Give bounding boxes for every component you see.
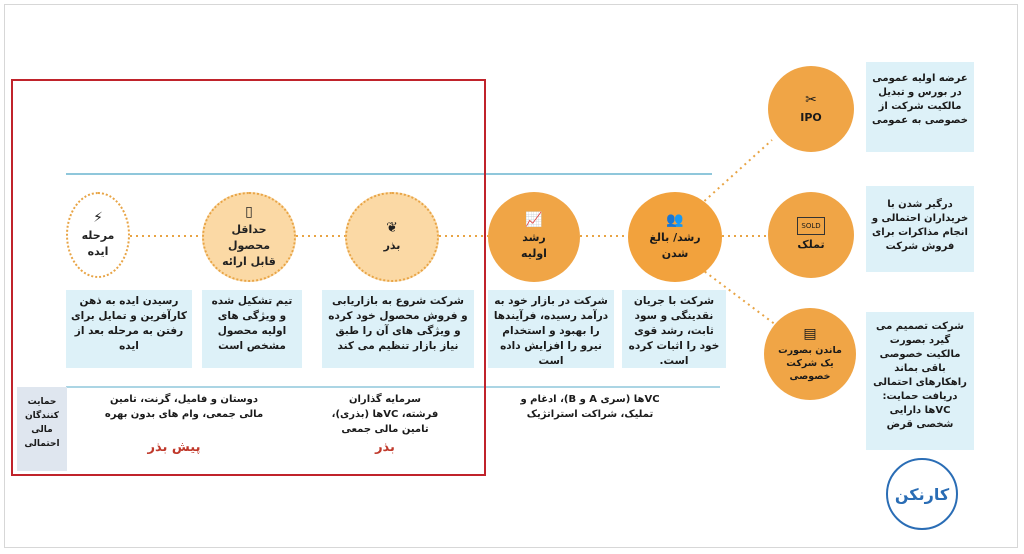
exit-ipo-circle [768,66,854,152]
exit-label: IPO [800,111,822,124]
stage-label: مرحله ایده [81,229,115,258]
seed-label: بذر [375,440,395,455]
stage-label: حداقل محصول قابل ارائه [222,223,276,268]
tablet-icon: ▯ [245,204,253,220]
sprout-icon: ❦ [386,220,398,236]
chart-icon: 📈 [525,212,543,228]
stage-mature-description: شرکت با جریان نقدینگی و سود ثابت، رشد قوی خود را اثبات کرده است. [622,290,726,368]
exit-ipo-description: عرضه اولیه عمومی در بورس و تبدیل مالکیت شرکت از خصوصی به عمومی [866,62,974,152]
exit-label: ماندن بصورت یک شرکت خصوصی [778,344,842,382]
growth-funding-sources: VCها (سری A و B)، ادغام و تملیک، شراکت استراتژیک [520,394,660,420]
stage-mvp-description: تیم تشکیل شده و ویژگی های اولیه محصول مشخص است [202,290,302,368]
exit-acquisition-circle [768,192,854,278]
potential-funders-label: حمایت کنندگان مالی احتمالی [17,387,67,471]
people-icon: 👥 [666,212,684,228]
stage-mature-circle [628,192,722,282]
stage-label: بذر [383,239,401,252]
preseed-label: پیش بذر [147,440,201,455]
building-icon: ▤ [803,325,817,342]
stage-label: رشد/ بالغ شدن [649,231,701,260]
sold-sign-icon: SOLD [797,217,824,235]
karnakon-logo: کارنکن [886,458,958,530]
exit-private-circle [764,308,856,400]
preseed-seed-highlight-frame [11,79,486,476]
stage-label: رشد اولیه [521,231,547,260]
stage-early-growth-description: شرکت در بازار خود به درآمد رسیده، فرآیندها را بهبود و استخدام نیرو را افزایش داده است [488,290,614,368]
stage-idea-description: رسیدن ایده به ذهن کارآفرین و تمایل برای رفتن به مرحله بعد از ایده [66,290,192,368]
ipo-icon: ✂ [805,92,817,108]
dotted-connector-ipo [700,140,772,205]
exit-label: تملک [797,238,825,251]
stage-early-growth-circle [488,192,580,282]
exit-acquisition-description: درگیر شدن با خریداران احتمالی و انجام مذاکرات برای فروش شرکت [866,186,974,272]
stage-seed-description: شرکت شروع به بازاریابی و فروش محصول خود کرده و ویژگی های آن را طبق نیاز بازار تنظیم می کند [322,290,474,368]
exit-private-description: شرکت تصمیم می گیرد بصورت مالکیت خصوصی باقی بماند راهکارهای احتمالی دریافت حمایت: VCها دارایی شخصی قرض [866,312,974,450]
lightning-icon: ⚡ [93,210,103,226]
seed-funding-sources: سرمایه گذاران فرشته، VCها (بذری)، تامین مالی جمعی [331,394,439,435]
preseed-funding-sources: دوستان و فامیل، گرنت، تامین مالی جمعی، وام های بدون بهره [104,394,264,420]
